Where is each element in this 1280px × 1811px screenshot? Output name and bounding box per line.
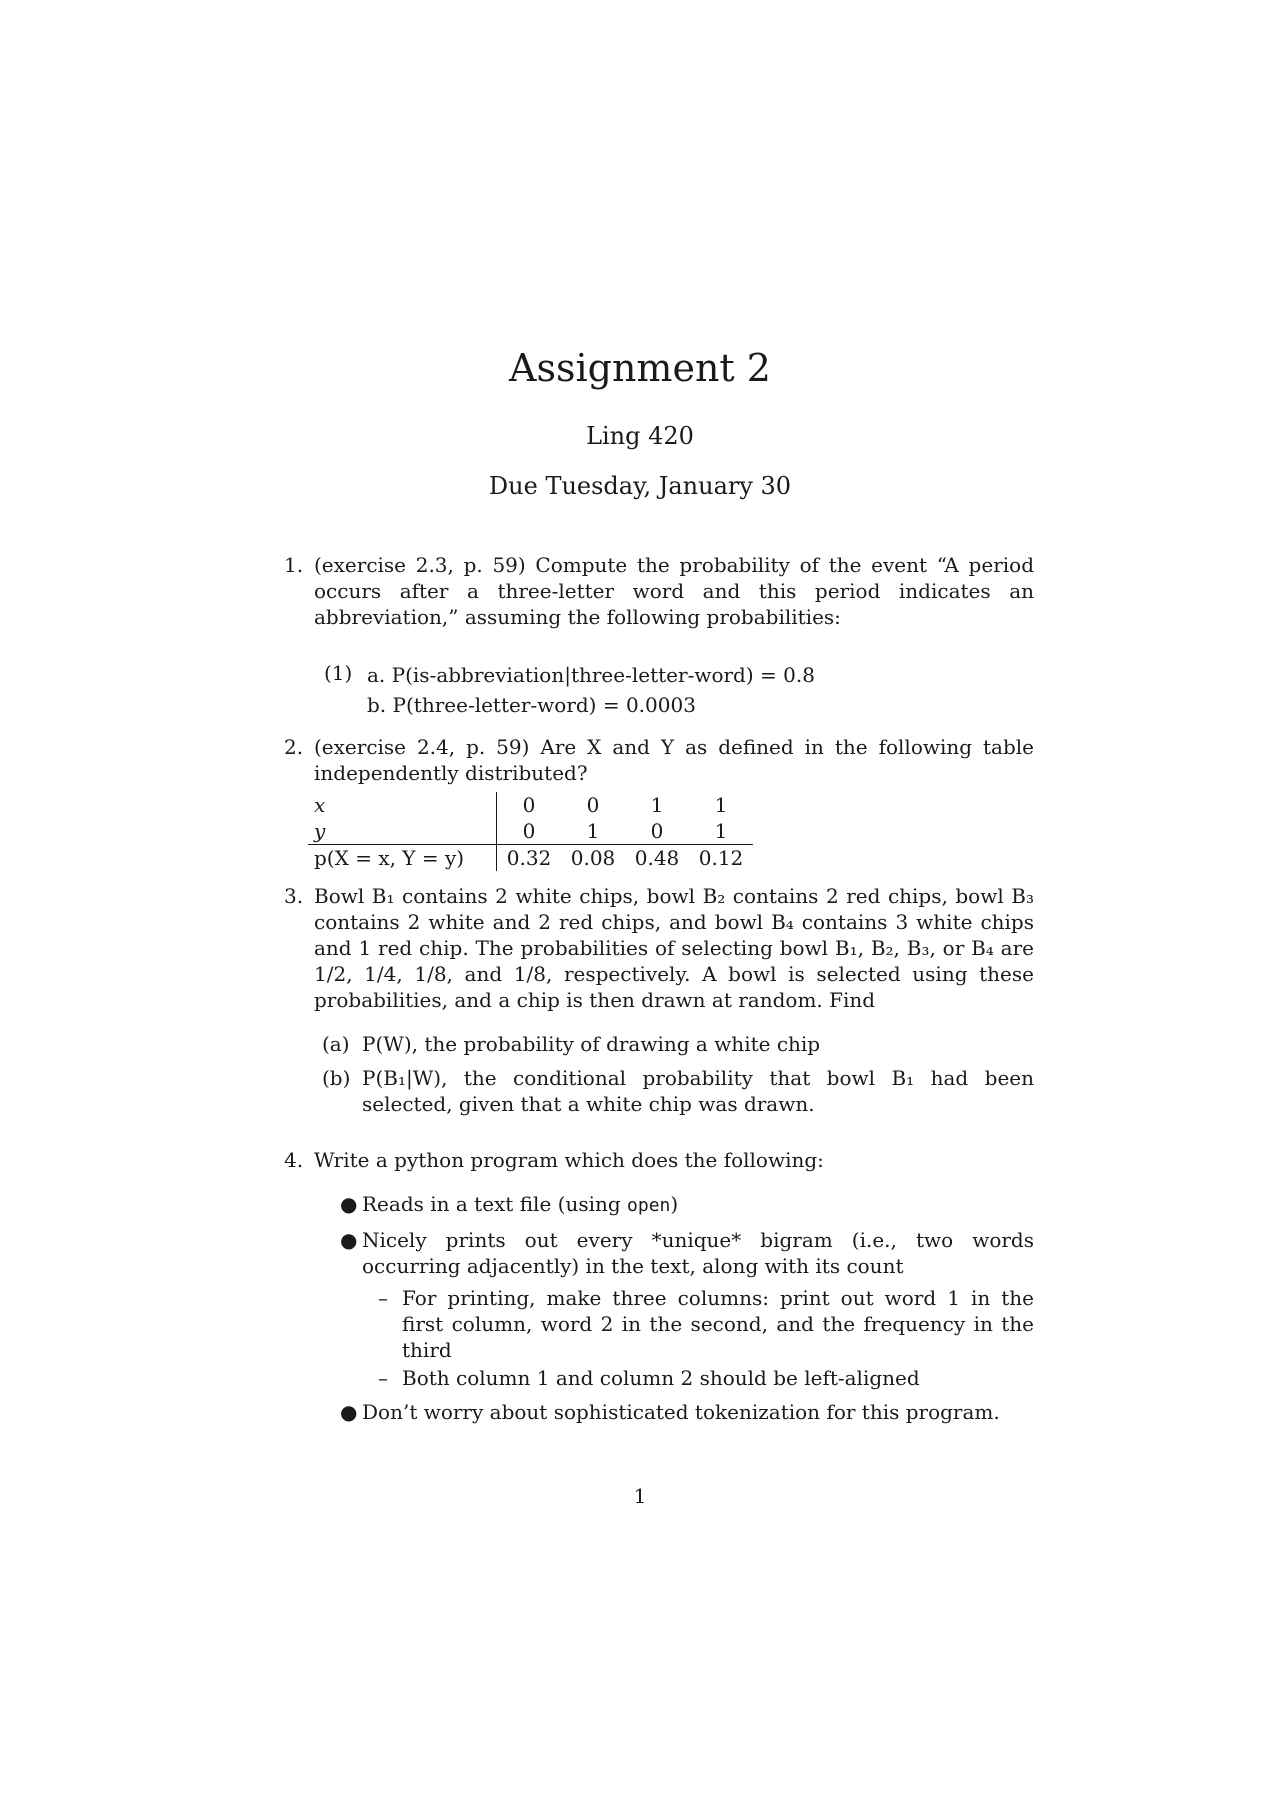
row-header: y <box>308 818 497 845</box>
question-2 <box>284 734 1034 871</box>
table-cell: 0.08 <box>561 845 625 872</box>
list-item-text: ) <box>670 1192 679 1216</box>
example-item <box>367 690 1034 720</box>
dash-icon: – <box>378 1286 388 1310</box>
page-number: 1 <box>633 1484 647 1508</box>
row-header: x <box>308 792 497 818</box>
table-row <box>308 818 753 845</box>
course-name: Ling 420 <box>586 422 694 450</box>
item-label: a. <box>367 663 386 687</box>
row-header: p(X = x, Y = y) <box>308 845 497 872</box>
table-cell: 1 <box>714 819 728 843</box>
table-row <box>308 792 753 818</box>
probability-table <box>308 792 753 871</box>
part-label: (a) <box>322 1032 350 1056</box>
table-cell: 0.12 <box>689 845 753 872</box>
dash-icon: – <box>378 1366 388 1390</box>
list-item-text: Don’t worry about sophisticated tokenization for this program. <box>362 1400 1000 1424</box>
question-text: (exercise 2.3, p. 59) Compute the probability of the event “A period occurs after a three-letter word and this period indicates an abbreviation,” assuming the following probabilities: <box>314 553 1034 629</box>
part-text: P(W), the probability of drawing a white chip <box>362 1032 821 1056</box>
question-4 <box>284 1147 1034 1433</box>
list-item-text: Reads in a text file (using <box>362 1192 628 1216</box>
bullet-icon: ● <box>340 1400 358 1424</box>
table-cell: 0.48 <box>625 845 689 872</box>
table-cell: 1 <box>586 819 600 843</box>
table-cell: 1 <box>650 793 664 817</box>
question-text: Write a python program which does the following: <box>314 1148 824 1172</box>
bullet-list <box>314 1191 1034 1425</box>
question-1 <box>284 552 1034 720</box>
bullet-icon: ● <box>340 1192 358 1216</box>
question-number: 1. <box>284 553 304 577</box>
example-item <box>367 660 1034 690</box>
question-text: (exercise 2.4, p. 59) Are X and Y as defined in the following table independently distributed? <box>314 735 1034 785</box>
question-3 <box>284 883 1034 1125</box>
sub-list-item <box>362 1285 1034 1363</box>
sub-question-a <box>314 1031 1034 1057</box>
inline-code: open <box>627 1195 671 1216</box>
example-label: (1) <box>324 661 353 685</box>
sub-list-item <box>362 1365 1034 1391</box>
sub-item-text: For printing, make three columns: print out word 1 in the first column, word 2 in the second, and the frequency in the third <box>402 1286 1034 1362</box>
question-number: 4. <box>284 1148 304 1172</box>
sub-list <box>362 1285 1034 1391</box>
item-label: b. <box>367 693 387 717</box>
part-label: (b) <box>322 1066 351 1090</box>
page-title: Assignment 2 <box>509 346 771 390</box>
table-cell: 0 <box>650 819 664 843</box>
item-text: P(is-abbreviation|three-letter-word) = 0.8 <box>391 663 815 687</box>
bullet-icon: ● <box>340 1228 358 1252</box>
item-text: P(three-letter-word) = 0.0003 <box>392 693 696 717</box>
part-text: P(B₁|W), the conditional probability that bowl B₁ had been selected, given that a white chip was drawn. <box>362 1066 1034 1116</box>
table-row <box>308 845 753 872</box>
question-number: 2. <box>284 735 304 759</box>
table-cell: 0.32 <box>497 845 562 872</box>
list-item-text: Nicely prints out every *unique* bigram (i.e., two words occurring adjacently) in the text, along with its count <box>362 1228 1034 1278</box>
list-item <box>314 1191 1034 1219</box>
sub-item-text: Both column 1 and column 2 should be left-aligned <box>402 1366 920 1390</box>
list-item <box>314 1399 1034 1425</box>
question-number: 3. <box>284 884 304 908</box>
table-cell: 1 <box>714 793 728 817</box>
list-item <box>314 1227 1034 1391</box>
example-block <box>314 660 1034 720</box>
table-cell: 0 <box>522 793 536 817</box>
table-cell: 0 <box>586 793 600 817</box>
question-text: Bowl B₁ contains 2 white chips, bowl B₂ contains 2 red chips, bowl B₃ contains 2 white and 2 red chips, and bowl B₄ contains 3 white chips and 1 red chip. The probabilities of selecting bowl B₁, B₂, B₃, or B₄ are 1/2, 1/4, 1/8, and 1/8, respectively. A bowl is selected using these probabilities, and a chip is then drawn at random. Find <box>314 884 1034 1012</box>
table-cell: 0 <box>522 819 536 843</box>
due-date: Due Tuesday, January 30 <box>488 472 792 500</box>
sub-question-b <box>314 1065 1034 1117</box>
